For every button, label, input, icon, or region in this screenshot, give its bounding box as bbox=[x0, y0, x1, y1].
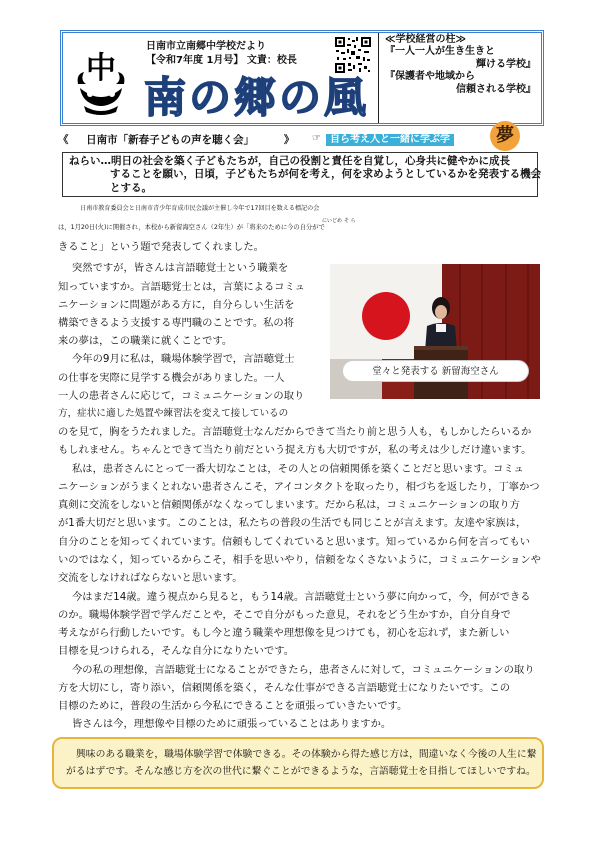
aim-line: とする。 bbox=[110, 181, 152, 194]
speech-line: のを見て，胸をうたれました。言語聴覚士なんだからできて当たり前と思う人も，もしかしたらいるか bbox=[58, 426, 532, 438]
speech-line: 構築できるよう支援する専門職のことです。私の将 bbox=[58, 317, 295, 329]
speech-line: 知っていますか。言語聴覚士とは，言葉によるコミュ bbox=[58, 281, 305, 293]
intro-line: 日南市教育委員会と日南市青少年育成市民会議が主催し今年で17回目を数える標記の会 bbox=[80, 205, 320, 212]
speech-line: 今はまだ14歳。違う視点から見ると，もう14歳。言語聴覚士という夢に向かって，今，何ができる bbox=[72, 591, 531, 603]
speech-line: 私は，患者さんにとって一番大切なことは，その人との信頼関係を築くことだと思います。コミュ bbox=[72, 463, 524, 475]
speech-line: 今年の9月に私は，職場体験学習で，言語聴覚士 bbox=[72, 353, 295, 365]
pillar-line: 『保護者や地域から bbox=[385, 71, 475, 83]
speech-line: 真剣に交流をしないと信頼関係がなくなってしまいます。だから私は，コミュニケーションの取り方 bbox=[58, 499, 520, 511]
title-close-bracket: 》 bbox=[283, 134, 295, 146]
masthead-title: 南の郷の風 bbox=[144, 73, 370, 122]
comment-line: 興味のある職業を，職場体験学習で体験できる。その体験から得た感じ方は，間違いなく今後の人生に繋 bbox=[76, 749, 537, 760]
pillar-line: 輝ける学校』 bbox=[476, 58, 536, 70]
aim-line: することを願い，日頃，子どもたちが何を考え，何を求めようとしているかを発表する機会 bbox=[110, 168, 542, 181]
speech-line: 目標を見つけられる，そんな自分になりたいです。 bbox=[58, 645, 295, 657]
issuer-label: 日南市立南郷中学校だより bbox=[146, 41, 266, 52]
photo-caption: 堂々と発表する 新留海空さん bbox=[342, 360, 529, 382]
intro-line: は，1月20日(火)に開催され，本校から新留海空さん（2年生）が「将来のために今の自分がで bbox=[58, 224, 325, 231]
dream-badge: 夢 bbox=[490, 121, 520, 151]
school-slogan: 自ら考え人と一緒に学ぶ学 bbox=[326, 134, 454, 146]
speech-line: ニケーションがうまくとれない患者さんこそ，アイコンタクトを取ったり，相づちを返したり，丁寧かつ bbox=[58, 481, 540, 493]
speech-line: が1番大切だと思います。このことは，私たちの普段の生活でも同じことが言えます。友達や家族は， bbox=[58, 517, 527, 529]
speech-line: の仕事を実際に見学する機会がありました。一人 bbox=[58, 372, 285, 384]
aim-box bbox=[62, 152, 542, 197]
speech-line: もしれません。ちゃんとできて当たり前だという捉え方も大切ですが，私の考えは少しだけ違います。 bbox=[58, 444, 532, 456]
speech-line: いのではなく，知っているからこそ，相手を思いやり，信頼をなくさないように，コミュニケーションや bbox=[58, 554, 541, 566]
speech-line: 皆さんは今，理想像や目標のために頑張っていることはありますか。 bbox=[72, 718, 392, 730]
speech-line: のか。職場体験学習で学んだことや，そこで自分がもった意見，それをどう生かすか，自分自身で bbox=[58, 609, 511, 621]
speech-line: ニケーションに問題がある方に，自分らしい生活を bbox=[58, 299, 295, 311]
edition-label: 【令和7年度 1月号】 文責：校長 bbox=[146, 55, 297, 66]
title-open-bracket: 《 bbox=[58, 134, 69, 146]
speech-line: 来の夢は，この職業に就くことです。 bbox=[58, 335, 233, 347]
speech-line: 考えながら行動したいです。もし今と違う職業や理想像を見つけても，初心を忘れず，また新しい bbox=[58, 627, 510, 639]
comment-line: がるはずです。そんな感じ方を次の世代に繋ぐことができるような，言語聴覚士を目指してほしいですね。 bbox=[66, 766, 536, 777]
svg-text:中: 中 bbox=[86, 51, 116, 86]
school-crest-icon bbox=[70, 44, 132, 116]
qr-code-icon[interactable] bbox=[334, 36, 372, 74]
speech-line: 方，症状に適した処置や練習法を変えて接しているの bbox=[58, 408, 289, 419]
speech-line: 一人の患者さんに応じて，コミュニケーションの取り bbox=[58, 390, 305, 402]
speech-line: 方を大切にし，寄り添い，信頼関係を築く，そんな仕事ができる言語聴覚士になりたいです。この bbox=[58, 682, 511, 694]
pointing-hand-icon: ☞ bbox=[312, 133, 321, 144]
speech-line: 自分のことを知ってくれています。信頼もしてくれていると思います。知っているから何を言ってもい bbox=[58, 536, 531, 548]
speech-line: 突然ですが，皆さんは言語聴覚士という職業を bbox=[72, 262, 289, 274]
speech-line: 今の私の理想像，言語聴覚士になることができたら，患者さんに対して，コミュニケーションの取り bbox=[72, 664, 535, 676]
school-pillars bbox=[378, 33, 540, 123]
intro-line: きること」という題で発表してくれました。 bbox=[58, 241, 264, 253]
article-title-text: 日南市「新春子どもの声を聴く会」 bbox=[86, 134, 255, 146]
article-title bbox=[58, 132, 294, 147]
pillar-line: 信頼される学校』 bbox=[456, 83, 536, 95]
speech-line: 目標のために，普段の生活から今私にできることを頑張っていきたいです。 bbox=[58, 700, 408, 712]
speech-line: 交流をしなければならないと思います。 bbox=[58, 572, 243, 584]
pillar-line: 『一人一人が生き生きと bbox=[385, 46, 495, 57]
aim-line: ねらい…明日の社会を築く子どもたちが，自己の役割と責任を自覚し，心身共に健やかに成長 bbox=[69, 155, 510, 167]
ruby-sora: そ ら bbox=[344, 218, 356, 224]
ruby-niidome: にいどめ bbox=[322, 218, 343, 224]
principal-comment-box bbox=[52, 737, 544, 789]
pillars-title: ≪学校経営の柱≫ bbox=[385, 34, 466, 45]
